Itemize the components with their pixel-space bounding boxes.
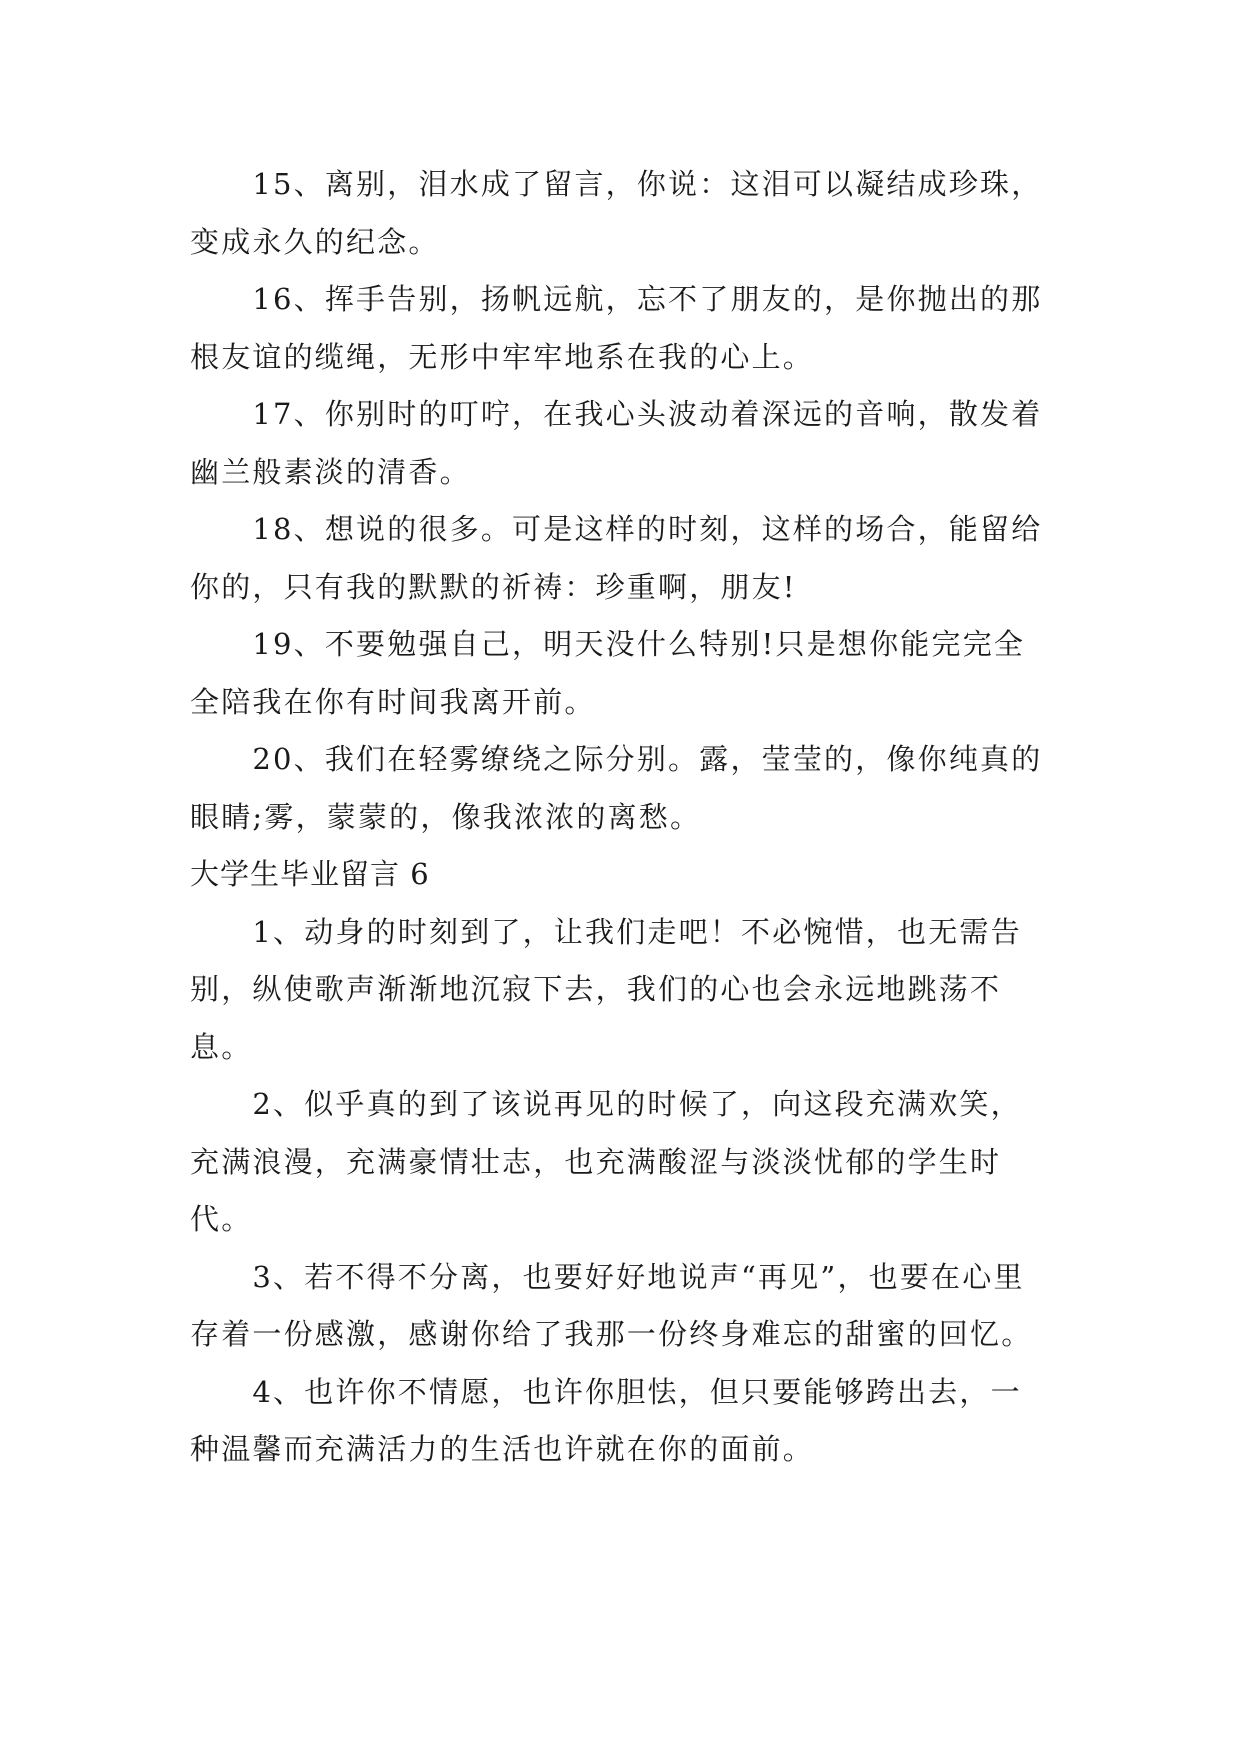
paragraph-17: 17、你别时的叮咛，在我心头波动着深远的音响，散发着幽兰般素淡的清香。 — [190, 397, 1043, 489]
paragraph-20: 20、我们在轻雾缭绕之际分别。露，莹莹的，像你纯真的眼睛;雾，蒙蒙的，像我浓浓的离愁。 — [190, 742, 1043, 834]
paragraph-16: 16、挥手告别，扬帆远航，忘不了朋友的，是你抛出的那根友谊的缆绳，无形中牢牢地系在我的心上。 — [190, 282, 1043, 374]
paragraph-19: 19、不要勉强自己，明天没什么特别!只是想你能完完全全陪我在你有时间我离开前。 — [190, 627, 1026, 719]
paragraph-2: 2、似乎真的到了该说再见的时候了，向这段充满欢笑，充满浪漫，充满豪情壮志，也充满酸涩与淡淡忧郁的学生时代。 — [190, 1087, 1022, 1236]
paragraph-4: 4、也许你不情愿，也许你胆怯，但只要能够跨出去，一种温馨而充满活力的生活也许就在你的面前。 — [190, 1374, 1022, 1466]
section-heading: 大学生毕业留言 6 — [190, 857, 430, 891]
paragraph-15: 15、离别，泪水成了留言，你说：这泪可以凝结成珍珠，变成永久的纪念。 — [190, 167, 1043, 259]
paragraph-1: 1、动身的时刻到了，让我们走吧！不必惋惜，也无需告别，纵使歌声渐渐地沉寂下去，我们的心也会永远地跳荡不息。 — [190, 914, 1022, 1064]
document-body — [190, 156, 1050, 1479]
paragraph-18: 18、想说的很多。可是这样的时刻，这样的场合，能留给你的，只有我的默默的祈祷：珍重啊，朋友! — [190, 512, 1043, 604]
paragraph-3: 3、若不得不分离，也要好好地说声“再见”，也要在心里存着一份感激，感谢你给了我那一份终身难忘的甜蜜的回忆。 — [190, 1259, 1033, 1351]
